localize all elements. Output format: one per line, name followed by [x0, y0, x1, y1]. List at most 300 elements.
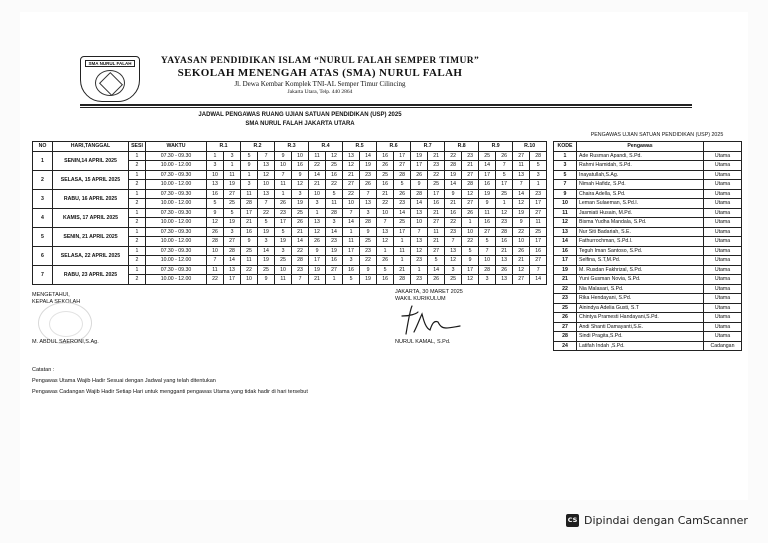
schedule-row	[33, 246, 547, 256]
pengawas-code-cell: 16	[207, 189, 224, 199]
pengawas-status: Utama	[704, 256, 742, 266]
pengawas-code-cell: 16	[377, 180, 394, 190]
vice-curriculum-title: WAKIL KURIKULUM	[395, 296, 446, 302]
pengawas-code-cell: 5	[207, 199, 224, 209]
letterhead-rule-thin	[80, 107, 692, 108]
day-date: KAMIS, 17 APRIL 2025	[53, 208, 129, 227]
pengawas-code-cell: 1	[530, 180, 547, 190]
pengawas-code: 17	[554, 256, 577, 266]
pengawas-name: Teguh Iman Santoso, S.Pd.	[577, 246, 704, 256]
pengawas-code-cell: 1	[496, 199, 513, 209]
vice-curriculum-name: NURUL KAMAL, S.Pd.	[395, 339, 451, 345]
pengawas-row	[554, 161, 742, 171]
pengawas-code-cell: 5	[224, 208, 241, 218]
pengawas-code-cell: 22	[292, 246, 309, 256]
pengawas-code: 1	[554, 151, 577, 161]
pengawas-status: Utama	[704, 151, 742, 161]
camscanner-watermark	[566, 513, 748, 527]
pengawas-code-cell: 1	[462, 218, 479, 228]
pengawas-code-cell: 21	[428, 208, 445, 218]
pengawas-code-cell: 11	[326, 199, 343, 209]
header-room: R.7	[411, 142, 445, 152]
pengawas-code-cell: 11	[428, 227, 445, 237]
pengawas-code-cell: 23	[292, 265, 309, 275]
pengawas-name: Nur Siti Badariah, S.E.	[577, 227, 704, 237]
pengawas-code-cell: 25	[530, 227, 547, 237]
pengawas-code-cell: 14	[411, 199, 428, 209]
pengawas-code-cell: 1	[326, 275, 343, 285]
pengawas-code-cell: 28	[326, 208, 343, 218]
pengawas-code-cell: 22	[241, 265, 258, 275]
pengawas-code-cell: 22	[258, 208, 275, 218]
session-number: 1	[129, 189, 146, 199]
pengawas-row	[554, 246, 742, 256]
pengawas-code-cell: 7	[513, 180, 530, 190]
schedule-row	[33, 151, 547, 161]
pengawas-code-cell: 16	[445, 208, 462, 218]
pengawas-code-cell: 14	[513, 189, 530, 199]
pengawas-code-cell: 3	[479, 275, 496, 285]
pengawas-code-cell: 13	[411, 237, 428, 247]
session-number: 2	[129, 218, 146, 228]
pengawas-code-cell: 21	[377, 189, 394, 199]
pengawas-code-cell: 10	[411, 218, 428, 228]
school-city-phone: Jakarta Utara, Telp. 440 2864	[287, 89, 353, 95]
pengawas-row	[554, 303, 742, 313]
pengawas-code-cell: 16	[479, 180, 496, 190]
pengawas-code-cell: 22	[360, 256, 377, 266]
pengawas-code-cell: 9	[411, 180, 428, 190]
pengawas-code-cell: 10	[241, 275, 258, 285]
pengawas-title: PENGAWAS UJIAN SATUAN PENDIDIKAN (USP) 2025	[590, 132, 724, 138]
pengawas-code: 21	[554, 275, 577, 285]
pengawas-code-cell: 23	[360, 246, 377, 256]
header-waktu: WAKTU	[146, 142, 207, 152]
pengawas-code-cell: 5	[428, 256, 445, 266]
pengawas-row	[554, 322, 742, 332]
camscanner-text: Dipindai dengan CamScanner	[584, 513, 748, 527]
pengawas-status: Utama	[704, 332, 742, 342]
school-address: Jl. Dewa Kembar Komplek TNI-AL Semper Timur Cilincing	[234, 80, 406, 88]
pengawas-code-cell: 25	[394, 218, 411, 228]
pengawas-code: 28	[554, 332, 577, 342]
pengawas-code-cell: 28	[496, 227, 513, 237]
header-pengawas: Pengawas	[577, 142, 704, 152]
pengawas-code-cell: 9	[360, 265, 377, 275]
pengawas-code-cell: 19	[513, 208, 530, 218]
pengawas-code-cell: 23	[360, 170, 377, 180]
pengawas-code-cell: 21	[513, 256, 530, 266]
pengawas-code-cell: 16	[292, 161, 309, 171]
pengawas-code-cell: 28	[360, 218, 377, 228]
session-time: 10.00 - 12.00	[146, 256, 207, 266]
pengawas-code-cell: 26	[309, 237, 326, 247]
pengawas-row	[554, 284, 742, 294]
pengawas-status: Utama	[704, 208, 742, 218]
pengawas-code-cell: 19	[360, 161, 377, 171]
pengawas-code-cell: 12	[326, 151, 343, 161]
pengawas-code-cell: 3	[360, 208, 377, 218]
pengawas-code-cell: 27	[224, 189, 241, 199]
pengawas-code-cell: 25	[292, 208, 309, 218]
pengawas-code-cell: 26	[377, 161, 394, 171]
pengawas-code-cell: 22	[309, 161, 326, 171]
pengawas-code-cell: 28	[241, 199, 258, 209]
day-date: SELASA, 22 APRIL 2025	[53, 246, 129, 265]
pengawas-code-cell: 26	[411, 170, 428, 180]
pengawas-code-cell: 21	[309, 275, 326, 285]
logo-text: SMA NURUL FALAH	[85, 60, 135, 67]
pengawas-code-cell: 28	[445, 161, 462, 171]
schedule-row	[33, 208, 547, 218]
pengawas-code-cell: 16	[530, 246, 547, 256]
pengawas-code: 7	[554, 180, 577, 190]
pengawas-code-cell: 26	[496, 151, 513, 161]
pengawas-code-cell: 12	[258, 170, 275, 180]
pengawas-code-cell: 28	[462, 180, 479, 190]
pengawas-code-cell: 5	[530, 161, 547, 171]
day-number: 4	[33, 208, 53, 227]
pengawas-code-cell: 10	[513, 237, 530, 247]
pengawas-code-cell: 14	[445, 180, 462, 190]
session-time: 07.30 - 09.30	[146, 151, 207, 161]
pengawas-code-cell: 25	[241, 246, 258, 256]
pengawas-code-cell: 27	[428, 246, 445, 256]
session-number: 2	[129, 237, 146, 247]
schedule-row	[33, 265, 547, 275]
day-date: RABU, 23 APRIL 2025	[53, 265, 129, 284]
pengawas-status: Utama	[704, 218, 742, 228]
pengawas-code-cell: 27	[428, 218, 445, 228]
pengawas-code-cell: 1	[411, 265, 428, 275]
pengawas-code-cell: 3	[258, 237, 275, 247]
pengawas-code-cell: 17	[411, 161, 428, 171]
session-time: 10.00 - 12.00	[146, 180, 207, 190]
principal-title: KEPALA SEKOLAH	[32, 299, 81, 305]
pengawas-code-cell: 7	[207, 256, 224, 266]
pengawas-code-cell: 25	[479, 151, 496, 161]
pengawas-code-cell: 21	[462, 161, 479, 171]
pengawas-code-cell: 16	[479, 218, 496, 228]
pengawas-row	[554, 180, 742, 190]
pengawas-name: Bisma Yudha Mandala, S.Pd.	[577, 218, 704, 228]
pengawas-code-cell: 10	[207, 246, 224, 256]
pengawas-row	[554, 332, 742, 342]
pengawas-code-cell: 5	[343, 275, 360, 285]
pengawas-code: 16	[554, 246, 577, 256]
pengawas-name: Jasmiati Husain, M.Pd.	[577, 208, 704, 218]
pengawas-code-cell: 7	[479, 246, 496, 256]
pengawas-code-cell: 19	[224, 180, 241, 190]
pengawas-code-cell: 5	[377, 265, 394, 275]
pengawas-name: Ainindya Adelia Gusti, S.T	[577, 303, 704, 313]
pengawas-code-cell: 26	[394, 189, 411, 199]
pengawas-code-cell: 22	[207, 275, 224, 285]
pengawas-row	[554, 218, 742, 228]
document-subtitle: SMA NURUL FALAH JAKARTA UTARA	[245, 121, 355, 127]
pengawas-code-cell: 27	[326, 265, 343, 275]
pengawas-status: Utama	[704, 303, 742, 313]
pengawas-code: 23	[554, 294, 577, 304]
pengawas-code-cell: 19	[258, 227, 275, 237]
pengawas-code-cell: 10	[292, 151, 309, 161]
day-number: 7	[33, 265, 53, 284]
pengawas-status: Utama	[704, 275, 742, 285]
pengawas-code-cell: 26	[360, 180, 377, 190]
pengawas-code-cell: 19	[309, 265, 326, 275]
pengawas-name: Fathurrochman, S.Pd.I.	[577, 237, 704, 247]
pengawas-name: Nia Malasari, S.Pd.	[577, 284, 704, 294]
notes-heading: Catatan :	[32, 367, 55, 373]
pengawas-code-cell: 22	[445, 151, 462, 161]
pengawas-name: Leman Sulaeman, S.Pd.I.	[577, 199, 704, 209]
pengawas-code-cell: 13	[343, 151, 360, 161]
pengawas-code-cell: 11	[275, 180, 292, 190]
pengawas-status: Utama	[704, 199, 742, 209]
pengawas-code: 11	[554, 208, 577, 218]
pengawas-code-cell: 17	[241, 208, 258, 218]
acknowledged-label: MENGETAHUI,	[32, 292, 70, 298]
session-number: 2	[129, 275, 146, 285]
pengawas-row	[554, 265, 742, 275]
pengawas-code-cell: 13	[445, 246, 462, 256]
pengawas-code-cell: 1	[275, 189, 292, 199]
pengawas-status: Utama	[704, 294, 742, 304]
day-number: 3	[33, 189, 53, 208]
pengawas-code-cell: 23	[326, 237, 343, 247]
pengawas-code-cell: 3	[309, 199, 326, 209]
pengawas-code-cell: 10	[479, 256, 496, 266]
pengawas-code-cell: 25	[496, 189, 513, 199]
pengawas-code-cell: 11	[241, 256, 258, 266]
pengawas-code-cell: 13	[513, 170, 530, 180]
pengawas-code-cell: 26	[496, 265, 513, 275]
pengawas-code-cell: 14	[394, 208, 411, 218]
pengawas-code-cell: 5	[394, 180, 411, 190]
pengawas-code-cell: 13	[309, 218, 326, 228]
pengawas-row	[554, 208, 742, 218]
pengawas-code-cell: 28	[479, 265, 496, 275]
pengawas-code-cell: 28	[530, 151, 547, 161]
pengawas-code-cell: 19	[326, 246, 343, 256]
pengawas-row	[554, 237, 742, 247]
pengawas-code-cell: 1	[343, 227, 360, 237]
pengawas-code-cell: 9	[258, 275, 275, 285]
pengawas-code-cell: 11	[309, 151, 326, 161]
day-number: 1	[33, 151, 53, 170]
pengawas-code-cell: 17	[394, 151, 411, 161]
pengawas-code-cell: 19	[258, 256, 275, 266]
pengawas-row	[554, 170, 742, 180]
pengawas-code-cell: 16	[241, 227, 258, 237]
pengawas-code-cell: 23	[394, 199, 411, 209]
pengawas-code-cell: 25	[377, 170, 394, 180]
pengawas-code-cell: 17	[530, 237, 547, 247]
pengawas-code-cell: 22	[377, 199, 394, 209]
pengawas-code-cell: 11	[394, 246, 411, 256]
pengawas-code: 9	[554, 189, 577, 199]
pengawas-code-cell: 13	[496, 256, 513, 266]
pengawas-code-cell: 25	[428, 180, 445, 190]
day-number: 6	[33, 246, 53, 265]
schedule-row	[33, 170, 547, 180]
pengawas-code-cell: 9	[275, 151, 292, 161]
pengawas-code-cell: 16	[377, 275, 394, 285]
pengawas-code-cell: 1	[207, 151, 224, 161]
pengawas-code-cell: 17	[343, 246, 360, 256]
schedule-row	[33, 189, 547, 199]
pengawas-code-cell: 1	[224, 161, 241, 171]
pengawas-code-cell: 3	[292, 189, 309, 199]
pengawas-code-cell: 25	[258, 265, 275, 275]
session-time: 10.00 - 12.00	[146, 237, 207, 247]
pengawas-code-cell: 12	[309, 227, 326, 237]
pengawas-code-cell: 21	[428, 237, 445, 247]
pengawas-code-cell: 17	[309, 256, 326, 266]
day-date: RABU, 16 APRIL 2025	[53, 189, 129, 208]
pengawas-code-cell: 13	[258, 189, 275, 199]
pengawas-code: 14	[554, 237, 577, 247]
pengawas-status: Utama	[704, 265, 742, 275]
header-day: HARI,TANGGAL	[53, 142, 129, 152]
pengawas-code-cell: 17	[462, 265, 479, 275]
pengawas-name: Sindi Pragita,S.Pd.	[577, 332, 704, 342]
pengawas-code-cell: 27	[462, 199, 479, 209]
pengawas-row	[554, 341, 742, 351]
pengawas-code-cell: 14	[309, 170, 326, 180]
pengawas-name: Andi Shanti Damayanti,S.E.	[577, 322, 704, 332]
logo-emblem-icon	[95, 70, 125, 96]
session-number: 2	[129, 161, 146, 171]
pengawas-name: Rika Hendayani, S.Pd.	[577, 294, 704, 304]
pengawas-code-cell: 23	[462, 151, 479, 161]
pengawas-code: 3	[554, 161, 577, 171]
pengawas-code-cell: 3	[275, 246, 292, 256]
pengawas-code-cell: 7	[292, 275, 309, 285]
principal-name: M. ABDUL SAERONI,S.Ag.	[32, 339, 99, 345]
pengawas-code-cell: 10	[275, 161, 292, 171]
pengawas-code-cell: 22	[445, 218, 462, 228]
pengawas-status: Utama	[704, 322, 742, 332]
session-time: 10.00 - 12.00	[146, 161, 207, 171]
pengawas-code-cell: 10	[258, 180, 275, 190]
session-number: 2	[129, 256, 146, 266]
pengawas-code-cell: 14	[530, 275, 547, 285]
session-number: 2	[129, 199, 146, 209]
pengawas-code-cell: 9	[207, 208, 224, 218]
pengawas-code-cell: 28	[394, 170, 411, 180]
pengawas-name: Yuni Gusman Novia, S.Pd.	[577, 275, 704, 285]
pengawas-code-cell: 26	[275, 199, 292, 209]
header-room: R.9	[479, 142, 513, 152]
pengawas-code-cell: 22	[343, 189, 360, 199]
schedule-body	[33, 151, 547, 284]
pengawas-name: Inayatullah,S.Ag.	[577, 170, 704, 180]
pengawas-code-cell: 7	[496, 161, 513, 171]
pengawas-code-cell: 25	[275, 256, 292, 266]
session-time: 10.00 - 12.00	[146, 218, 207, 228]
pengawas-code-cell: 28	[224, 246, 241, 256]
pengawas-body	[554, 151, 742, 351]
pengawas-code-cell: 27	[394, 161, 411, 171]
pengawas-code-cell: 10	[377, 208, 394, 218]
pengawas-code-cell: 5	[462, 246, 479, 256]
pengawas-code-cell: 9	[445, 189, 462, 199]
pengawas-code-cell: 13	[207, 180, 224, 190]
pengawas-code-cell: 5	[275, 227, 292, 237]
schedule-header-row	[33, 142, 547, 152]
pengawas-code-cell: 12	[411, 246, 428, 256]
pengawas-status: Cadangan	[704, 341, 742, 351]
pengawas-code-cell: 11	[530, 218, 547, 228]
pengawas-status: Utama	[704, 313, 742, 323]
header-sesi: SESI	[129, 142, 146, 152]
pengawas-code-cell: 9	[479, 199, 496, 209]
pengawas-code-cell: 19	[360, 275, 377, 285]
day-number: 5	[33, 227, 53, 246]
pengawas-code: 5	[554, 170, 577, 180]
day-number: 2	[33, 170, 53, 189]
pengawas-code-cell: 27	[513, 275, 530, 285]
pengawas-code-cell: 13	[258, 161, 275, 171]
place-date: JAKARTA, 30 MARET 2025	[395, 289, 463, 295]
session-number: 2	[129, 180, 146, 190]
school-logo	[80, 56, 140, 102]
pengawas-code-cell: 1	[394, 256, 411, 266]
pengawas-code-cell: 19	[411, 151, 428, 161]
pengawas-code-cell: 14	[428, 265, 445, 275]
notes-line-1: Pengawas Utama Wajib Hadir Sesuai dengan Jadwal yang telah ditentukan	[32, 378, 216, 384]
pengawas-code-cell: 27	[530, 208, 547, 218]
pengawas-code-cell: 21	[309, 180, 326, 190]
pengawas-code-cell: 13	[224, 265, 241, 275]
header-room: R.4	[309, 142, 343, 152]
pengawas-code-cell: 12	[377, 237, 394, 247]
session-time: 07.30 - 09.30	[146, 208, 207, 218]
pengawas-code-cell: 13	[496, 275, 513, 285]
session-time: 10.00 - 12.00	[146, 199, 207, 209]
pengawas-row	[554, 151, 742, 161]
pengawas-code-cell: 12	[513, 199, 530, 209]
handwritten-signature	[396, 302, 466, 338]
pengawas-code-cell: 10	[207, 170, 224, 180]
header-no: NO	[33, 142, 53, 152]
pengawas-code-cell: 1	[394, 237, 411, 247]
header-room: R.8	[445, 142, 479, 152]
session-time: 07.30 - 09.30	[146, 246, 207, 256]
session-time: 07.30 - 09.30	[146, 170, 207, 180]
school-stamp	[38, 302, 92, 344]
pengawas-code: 24	[554, 341, 577, 351]
session-number: 1	[129, 227, 146, 237]
pengawas-name: Latifah Indah ,S.Pd.	[577, 341, 704, 351]
session-number: 1	[129, 265, 146, 275]
session-time: 07.30 - 09.30	[146, 265, 207, 275]
pengawas-code-cell: 3	[224, 227, 241, 237]
pengawas-code-cell: 25	[445, 275, 462, 285]
pengawas-code-cell: 3	[241, 180, 258, 190]
school-name: SEKOLAH MENENGAH ATAS (SMA) NURUL FALAH	[177, 67, 463, 79]
foundation-name: YAYASAN PENDIDIKAN ISLAM “NURUL FALAH SEMPER TIMUR”	[160, 56, 480, 66]
session-number: 1	[129, 246, 146, 256]
pengawas-code-cell: 17	[530, 199, 547, 209]
pengawas-code-cell: 22	[513, 227, 530, 237]
pengawas-code: 19	[554, 265, 577, 275]
pengawas-code-cell: 21	[394, 265, 411, 275]
pengawas-name: M. Rusdan Fakhrizal, S.Pd.	[577, 265, 704, 275]
pengawas-code-cell: 7	[377, 218, 394, 228]
pengawas-code-cell: 5	[479, 237, 496, 247]
